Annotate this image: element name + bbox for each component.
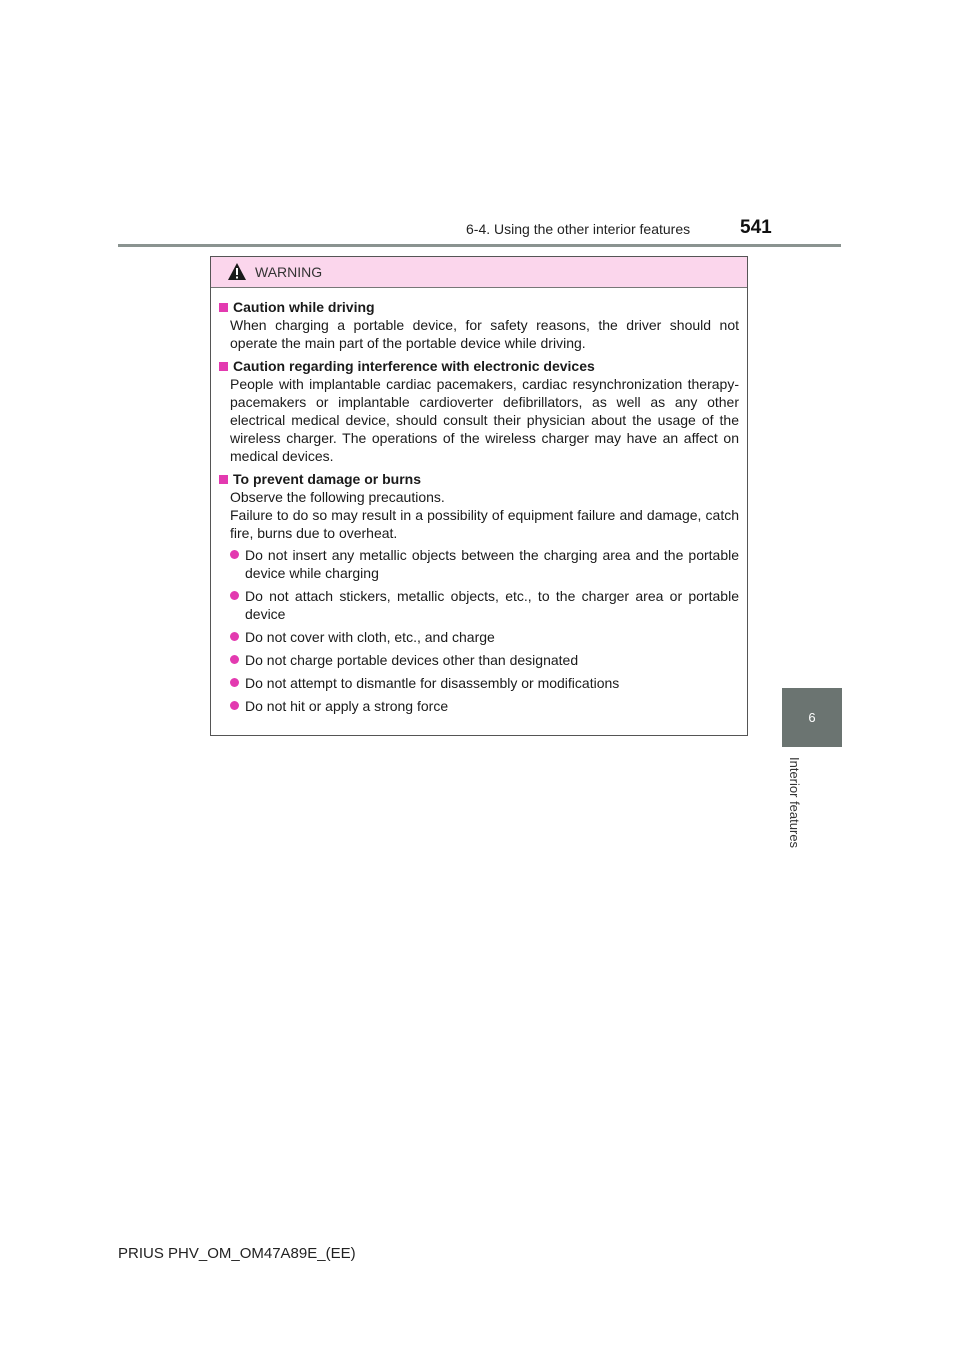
list-item-text: Do not hit or apply a strong force <box>245 698 449 714</box>
section-paragraph: Observe the following precautions. <box>230 489 445 505</box>
bullet-dot-icon <box>230 632 239 641</box>
bullet-dot-icon <box>230 678 239 687</box>
chapter-label <box>786 757 802 857</box>
bullet-dot-icon <box>230 591 239 600</box>
warning-triangle-icon <box>227 262 247 282</box>
list-item-text: Do not cover with cloth, etc., and charge <box>245 629 495 645</box>
section-marker-icon <box>219 475 228 484</box>
section-title <box>219 357 739 375</box>
section-title <box>219 470 739 488</box>
warning-section <box>219 298 739 352</box>
bullet-dot-icon <box>230 701 239 710</box>
list-item <box>230 587 739 623</box>
warning-section <box>219 470 739 715</box>
warning-section <box>219 357 739 465</box>
list-item <box>230 674 739 692</box>
list-item <box>230 697 739 715</box>
warning-body <box>211 288 747 715</box>
section-paragraph: Failure to do so may result in a possibility of equipment failure and damage, catch fire, burns due to overheat. <box>230 507 739 541</box>
header-section-title: 6-4. Using the other interior features <box>466 221 691 237</box>
header-rule <box>118 244 841 247</box>
precaution-list <box>219 546 739 715</box>
list-item-text: Do not attempt to dismantle for disassembly or modifications <box>245 675 620 691</box>
section-title-text: Caution while driving <box>233 299 375 315</box>
section-paragraph: People with implantable cardiac pacemakers, cardiac resynchronization therapy-pacemakers or implantable cardioverter defibrillators, as well as any other electrical medical device, should consult their physician about the usage of the wireless charger. The operations of the wireless charger may have an affect on medical devices. <box>230 376 739 464</box>
section-marker-icon <box>219 362 228 371</box>
list-item <box>230 546 739 582</box>
bullet-dot-icon <box>230 550 239 559</box>
list-item <box>230 651 739 669</box>
section-title-text: Caution regarding interference with electronic devices <box>233 358 595 374</box>
section-title-text: To prevent damage or burns <box>233 471 421 487</box>
bullet-dot-icon <box>230 655 239 664</box>
chapter-tab: 6 <box>782 688 842 747</box>
warning-title: WARNING <box>255 264 323 280</box>
warning-box <box>210 256 748 736</box>
section-title <box>219 298 739 316</box>
list-item <box>230 628 739 646</box>
section-paragraph: When charging a portable device, for safety reasons, the driver should not operate the main part of the portable device while driving. <box>230 317 739 351</box>
footer-model-code: PRIUS PHV_OM_OM47A89E_(EE) <box>118 1245 356 1262</box>
page-number: 541 <box>740 217 772 238</box>
warning-header <box>211 257 747 288</box>
section-marker-icon <box>219 303 228 312</box>
chapter-label-text: Interior features <box>787 757 802 849</box>
list-item-text: Do not charge portable devices other than designated <box>245 652 579 668</box>
list-item-text: Do not attach stickers, metallic objects, etc., to the charger area or portable device <box>245 588 739 622</box>
list-item-text: Do not insert any metallic objects between the charging area and the portable device while charging <box>245 547 739 581</box>
